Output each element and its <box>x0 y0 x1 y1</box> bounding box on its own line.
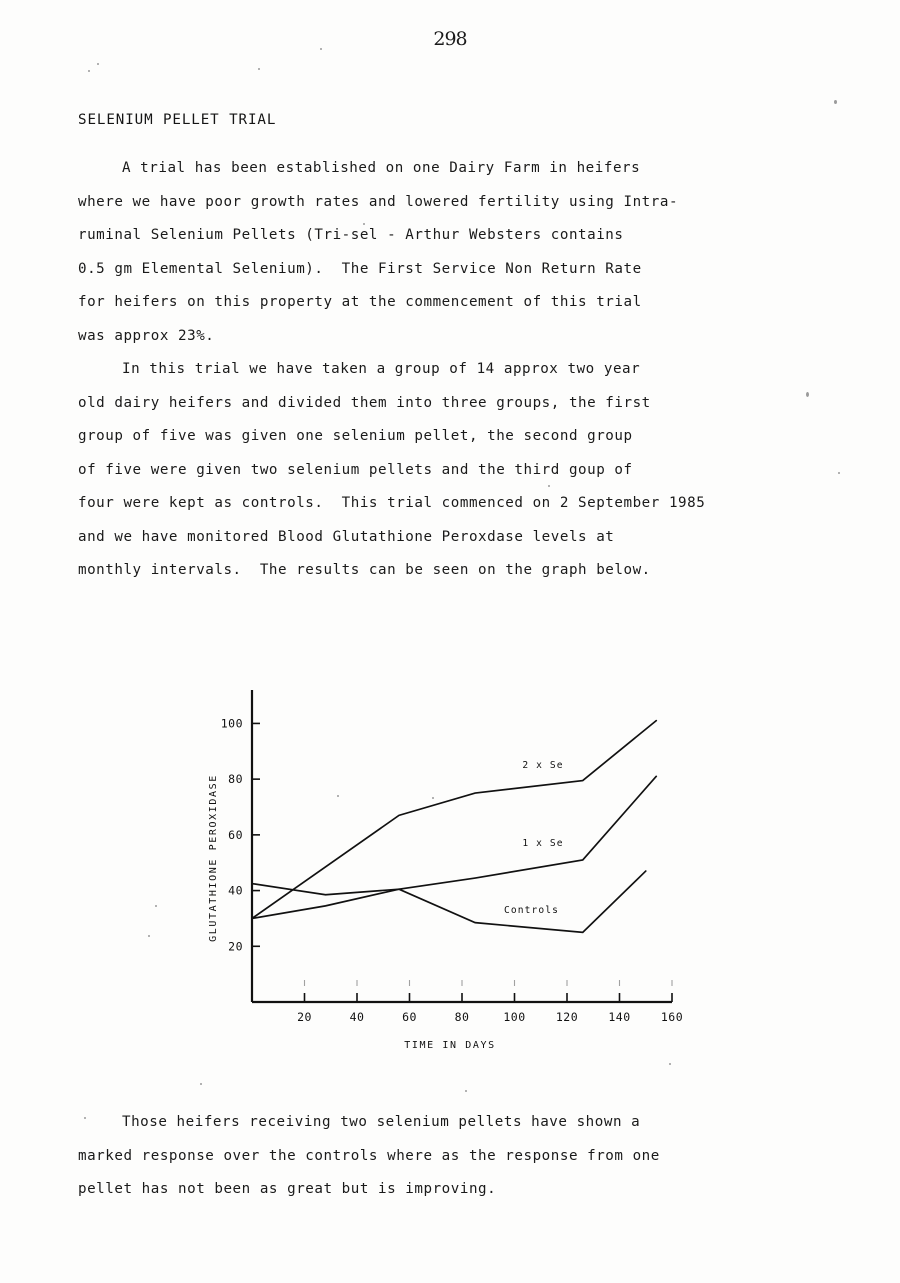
text-line: pellet has not been as great but is improving. <box>78 1181 497 1197</box>
text-line: four were kept as controls. This trial commenced on 2 September 1985 <box>78 495 706 511</box>
page-number: 298 <box>433 28 467 50</box>
x-axis-tick-label: 60 <box>402 1010 417 1024</box>
y-axis-tick-label: 60 <box>228 827 243 842</box>
y-axis-tick-label: 100 <box>220 716 243 731</box>
text-line: for heifers on this property at the commencement of this trial <box>78 294 642 310</box>
series-label-1-x-se: 1 x Se <box>522 838 564 849</box>
scan-speck <box>84 1117 86 1119</box>
text-line: 0.5 gm Elemental Selenium). The First Service Non Return Rate <box>78 260 642 277</box>
scan-speck <box>320 48 322 50</box>
chart-svg <box>200 672 700 1052</box>
scan-speck <box>669 1063 671 1065</box>
scan-speck <box>432 797 434 799</box>
paragraph-1 <box>78 152 838 353</box>
scan-speck <box>834 100 837 104</box>
scan-speck <box>548 485 550 487</box>
section-heading: SELENIUM PELLET TRIAL <box>78 112 277 128</box>
scan-speck <box>838 472 840 474</box>
text-line: In this trial we have taken a group of 14 approx two year <box>122 361 641 377</box>
series-line-1-x-se <box>252 776 656 918</box>
text-line: monthly intervals. The results can be seen on the graph below. <box>78 562 651 578</box>
scan-speck <box>97 63 99 65</box>
x-axis-tick-label: 140 <box>608 1010 631 1024</box>
scan-speck <box>806 392 809 397</box>
series-label-controls: Controls <box>504 904 560 916</box>
document-body <box>78 112 838 588</box>
y-axis-title: GLUTATHIONE PEROXIDASE <box>208 774 219 942</box>
scan-speck <box>155 905 157 907</box>
glutathione-peroxidase-chart <box>200 672 700 1052</box>
scan-speck <box>363 223 365 225</box>
paragraph-2 <box>78 353 838 588</box>
text-line: group of five was given one selenium pellet, the second group <box>78 428 633 444</box>
series-line-2-x-se <box>252 721 656 919</box>
x-axis-title: TIME IN DAYS <box>404 1040 496 1051</box>
y-axis-tick-label: 40 <box>228 883 243 898</box>
y-axis-tick-label: 20 <box>228 939 243 954</box>
x-axis-tick-label: 40 <box>349 1010 365 1024</box>
text-line: Those heifers receiving two selenium pellets have shown a <box>122 1114 641 1130</box>
text-line: A trial has been established on one Dairy Farm in heifers <box>122 160 641 176</box>
y-axis-tick-label: 80 <box>228 772 243 787</box>
text-line: of five were given two selenium pellets and the third goup of <box>78 461 633 478</box>
x-axis-tick-label: 80 <box>454 1010 470 1024</box>
x-axis-tick-label: 120 <box>555 1010 579 1024</box>
x-axis-tick-label: 20 <box>297 1010 312 1024</box>
scan-speck <box>258 68 260 70</box>
series-label-2-x-se: 2 x Se <box>522 760 564 771</box>
scan-speck <box>88 70 90 72</box>
text-line: and we have monitored Blood Glutathione Peroxdase levels at <box>78 528 615 545</box>
scan-speck <box>465 1090 467 1092</box>
text-line: was approx 23%. <box>78 327 215 344</box>
scan-speck <box>200 1083 202 1085</box>
x-axis-tick-label: 100 <box>503 1010 526 1024</box>
x-axis-tick-label: 160 <box>660 1010 684 1024</box>
text-line: old dairy heifers and divided them into three groups, the first <box>78 394 651 411</box>
text-line: ruminal Selenium Pellets (Tri-sel - Arthur Websters contains <box>78 227 624 243</box>
scan-speck <box>148 935 150 937</box>
series-line-controls <box>252 871 646 932</box>
scan-speck <box>337 795 339 797</box>
paragraph-3 <box>78 1106 838 1207</box>
text-line: where we have poor growth rates and lowered fertility using Intra- <box>78 193 679 210</box>
text-line: marked response over the controls where as the response from one <box>78 1147 660 1164</box>
